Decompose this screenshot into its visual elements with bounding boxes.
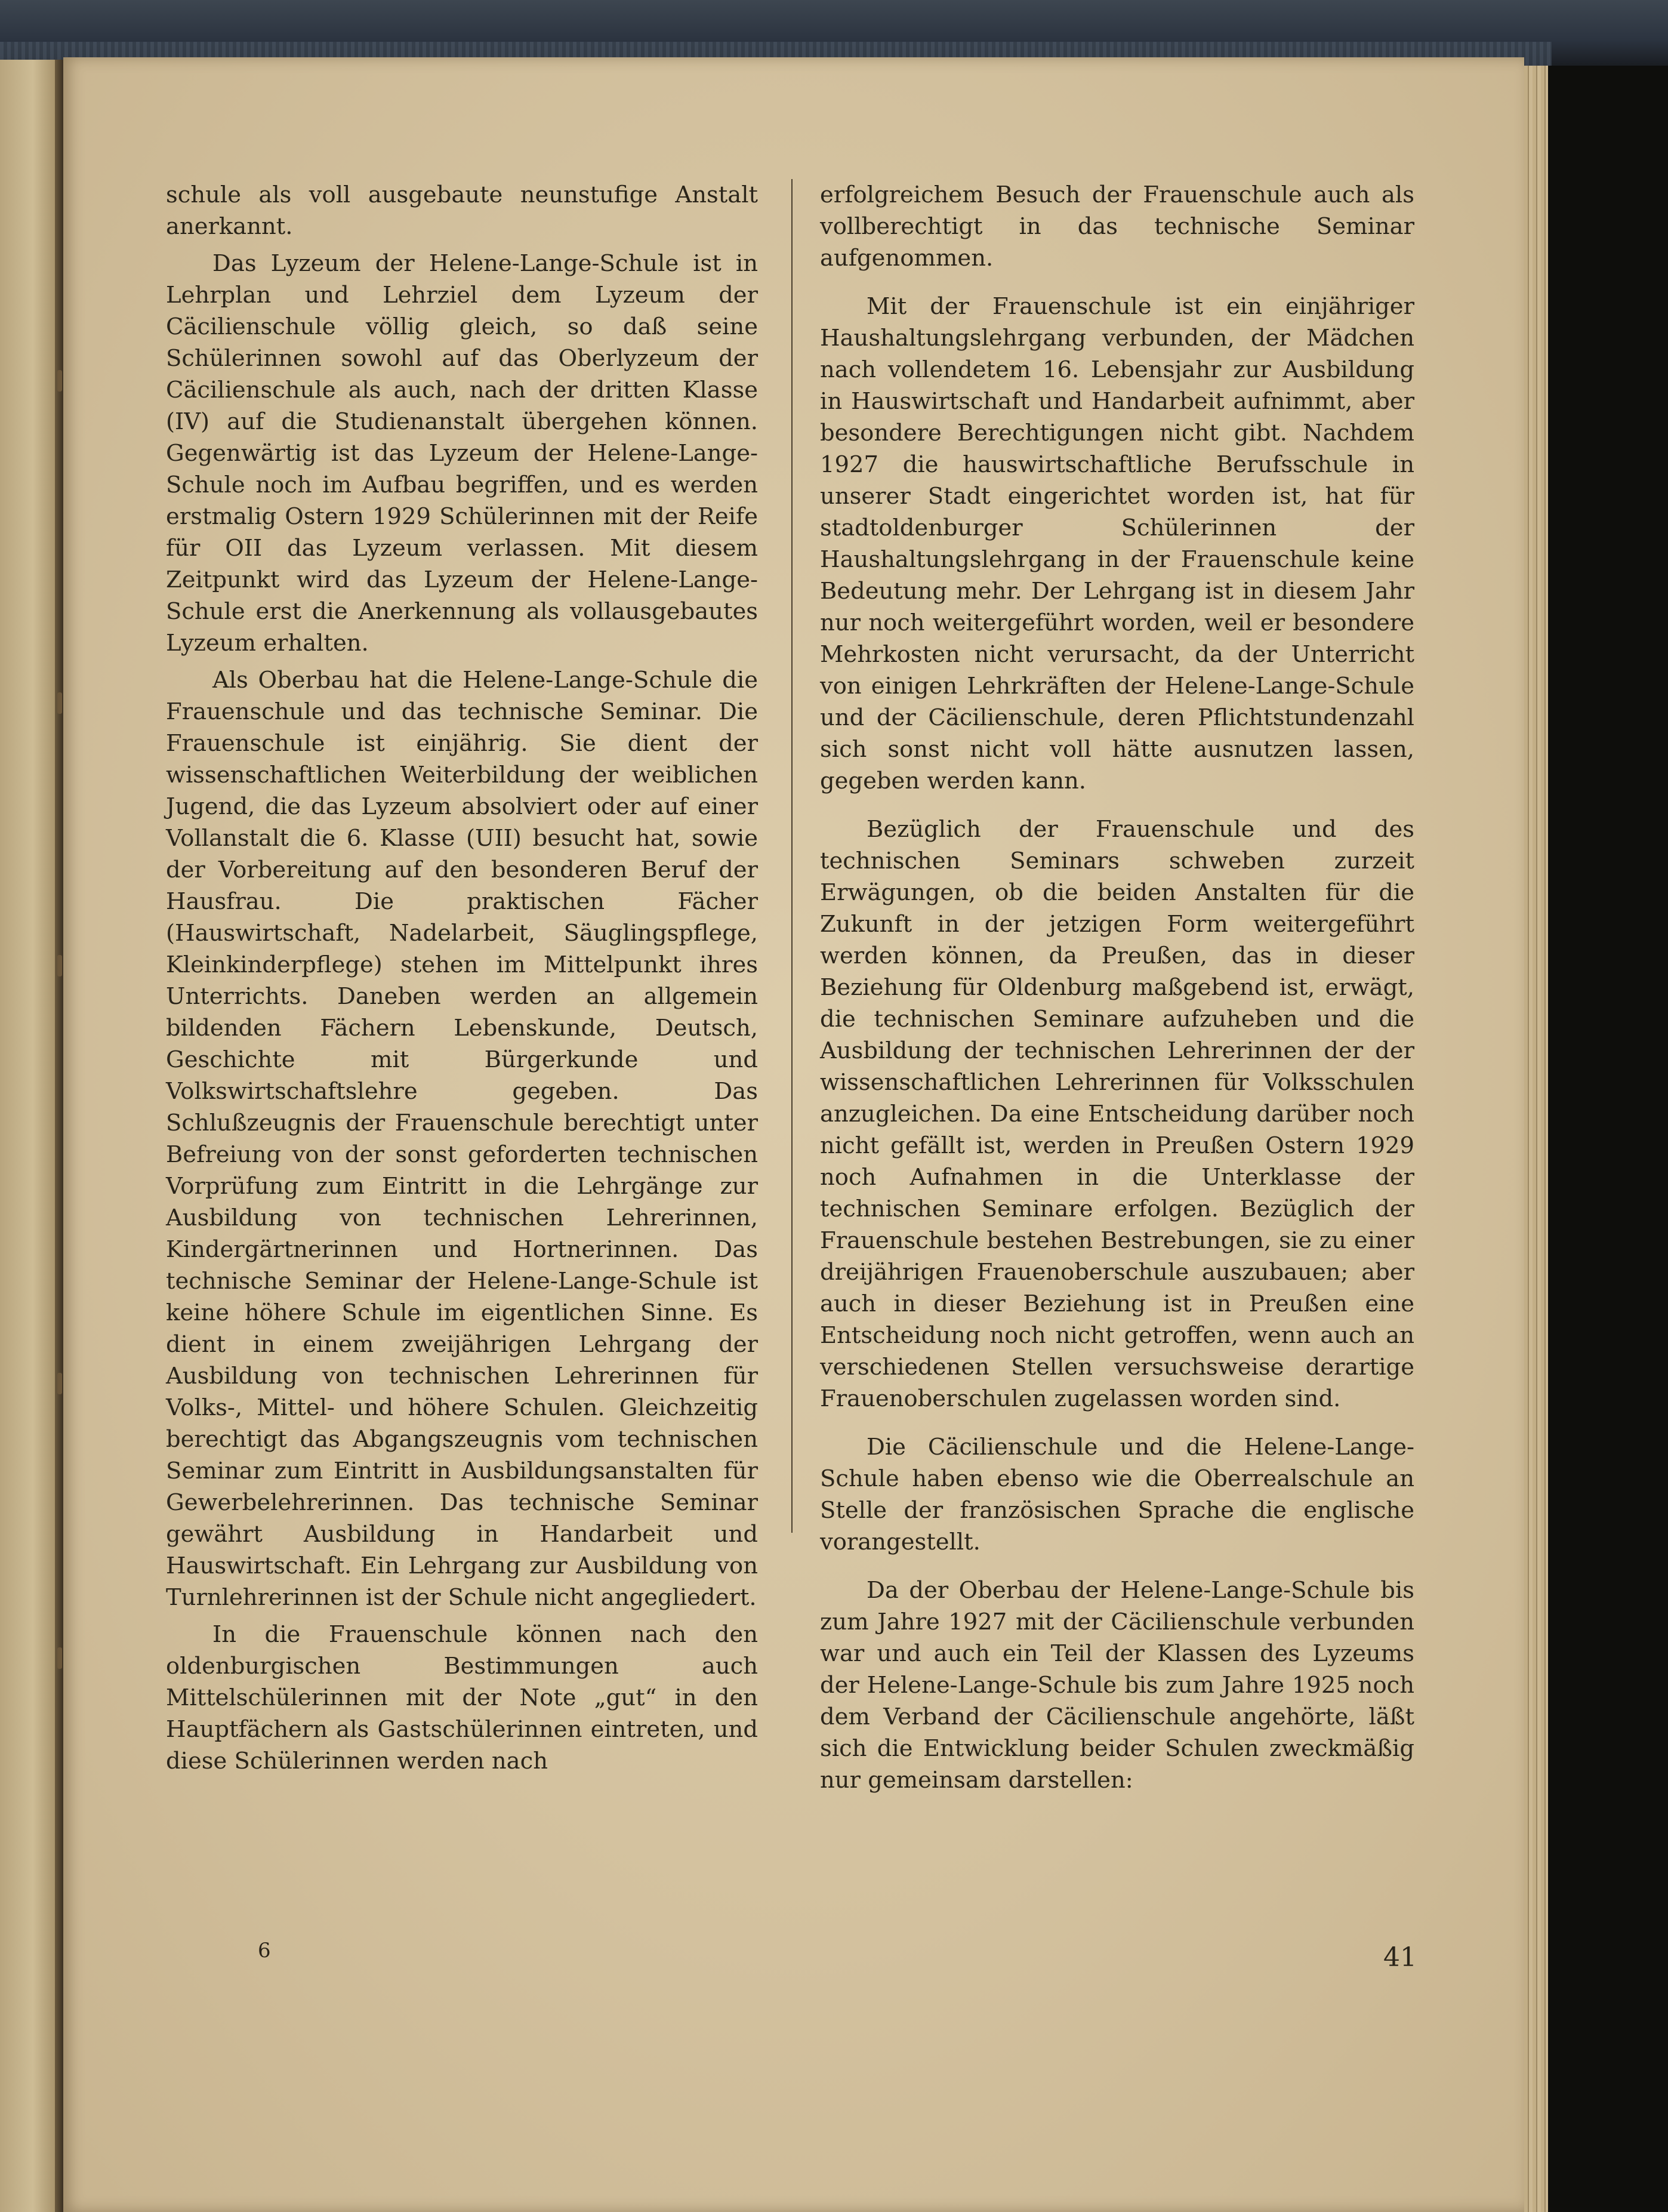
binding-stitch <box>57 1647 62 1669</box>
paragraph: schule als voll ausgebaute neunstufige Anstalt anerkannt. <box>166 181 758 240</box>
page-number: 41 <box>1383 1942 1417 1973</box>
binding-stitch <box>57 1373 62 1394</box>
column-divider <box>791 179 793 1533</box>
paragraph: Als Oberbau hat die Helene-Lange-Schule die Frauenschule und das technische Seminar. Die Frauenschule ist einjährig. Sie dient der wissenschaftlichen Weiterbildung der weiblichen Jugend, die das Lyzeum absolviert oder auf einer Vollanstalt die 6. Klasse (UII) besucht hat, sowie der Vorbereitung auf den besonderen Beruf der Hausfrau. Die praktischen Fächer (Hauswirtschaft, Nadelarbeit, Säuglingspflege, Kleinkinderpflege) stehen im Mittelpunkt ihres Unterrichts. Daneben werden an allgemein bildenden Fächern Lebenskunde, Deutsch, Geschichte mit Bürgerkunde und Volkswirtschaftslehre gegeben. Das Schlußzeugnis der Frauenschule berechtigt unter Befreiung von der sonst geforderten technischen Vorprüfung zum Eintritt in die Lehrgänge zur Ausbildung von technischen Lehrerinnen, Kindergärtnerinnen und Hortnerinnen. Das technische Seminar der Helene-Lange-Schule ist keine höhere Schule im eigentlichen Sinne. Es dient in einem zweijährigen Lehrgang der Ausbildung von technischen Lehrerinnen für Volks-, Mittel- und höhere Schulen. Gleichzeitig berechtigt das Abgangszeugnis vom technischen Seminar zum Eintritt in Ausbildungsanstalten für Gewerbelehrerinnen. Das technische Seminar gewährt Ausbildung in Handarbeit und Hauswirtschaft. Ein Lehrgang zur Ausbildung von Turnlehrerinnen ist der Schule nicht angegliedert. <box>166 667 758 1611</box>
paragraph: Die Cäcilienschule und die Helene-Lange-Schule haben ebenso wie die Oberrealschule an Stelle der französischen Sprache die englische vorangestellt. <box>820 1434 1414 1555</box>
paragraph: In die Frauenschule können nach den oldenburgischen Bestimmungen auch Mittelschülerinnen mit der Note „gut“ in den Hauptfächern als Gastschülerinnen eintreten, und diese Schülerinnen werden nach <box>166 1621 758 1774</box>
text-column-left <box>166 179 758 1782</box>
paragraph: Das Lyzeum der Helene-Lange-Schule ist in Lehrplan und Lehrziel dem Lyzeum der Cäcilienschule völlig gleich, so daß seine Schülerinnen sowohl auf das Oberlyzeum der Cäcilienschule als auch, nach der dritten Klasse (IV) auf die Studienanstalt übergehen können. Gegenwärtig ist das Lyzeum der Helene-Lange-Schule noch im Aufbau begriffen, und es werden erstmalig Ostern 1929 Schülerinnen mit der Reife für OII das Lyzeum verlassen. Mit diesem Zeitpunkt wird das Lyzeum der Helene-Lange-Schule erst die Anerkennung als vollausgebautes Lyzeum erhalten. <box>166 250 758 657</box>
binding-stitch <box>57 955 62 976</box>
binding-stitch <box>57 370 62 392</box>
paragraph: Da der Oberbau der Helene-Lange-Schule bis zum Jahre 1927 mit der Cäcilienschule verbunden war und auch ein Teil der Klassen des Lyzeums der Helene-Lange-Schule bis zum Jahre 1925 noch dem Verband der Cäcilienschule angehörte, läßt sich die Entwicklung beider Schulen zweckmäßig nur gemeinsam darstellen: <box>820 1577 1414 1794</box>
paragraph: Mit der Frauenschule ist ein einjähriger Haushaltungslehrgang verbunden, der Mädchen nach vollendetem 16. Lebensjahr zur Ausbildung in Hauswirtschaft und Handarbeit aufnimmt, aber besondere Berechtigungen nicht gibt. Nachdem 1927 die hauswirtschaftliche Berufsschule in unserer Stadt eingerichtet worden ist, hat für stadtoldenburger Schülerinnen der Haushaltungslehrgang in der Frauenschule keine Bedeutung mehr. Der Lehrgang ist in diesem Jahr nur noch weitergeführt worden, weil er besondere Mehrkosten nicht verursacht, da der Unterricht von einigen Lehrkräften der Helene-Lange-Schule und der Cäcilienschule, deren Pflichtstundenzahl sich sonst nicht voll hätte ausnutzen lassen, gegeben werden kann. <box>820 293 1414 794</box>
binding-stitch <box>57 692 62 714</box>
signature-mark: 6 <box>258 1939 271 1963</box>
text-column-right <box>820 179 1414 1801</box>
paragraph: erfolgreichem Besuch der Frauenschule auch als vollberechtigt in das technische Seminar aufgenommen. <box>820 181 1414 272</box>
paragraph: Bezüglich der Frauenschule und des technischen Seminars schweben zurzeit Erwägungen, ob die beiden Anstalten für die Zukunft in der jetzigen Form weitergeführt werden können, da Preußen, das in dieser Beziehung für Oldenburg maßgebend ist, erwägt, die technischen Seminare aufzuheben und die Ausbildung der technischen Lehrerinnen der der wissenschaftlichen Lehrerinnen für Volksschulen anzugleichen. Da eine Entscheidung darüber noch nicht gefällt ist, werden in Preußen Ostern 1929 noch Aufnahmen in die Unterklasse der technischen Seminare erfolgen. Bezüglich der Frauenschule bestehen Bestrebungen, sie zu einer dreijährigen Frauenoberschule auszubauen; aber auch in dieser Beziehung ist in Preußen eine Entscheidung noch nicht getroffen, wenn auch an verschiedenen Stellen versuchsweise derartige Frauenoberschulen zugelassen worden sind. <box>820 816 1414 1412</box>
page-block-edges <box>1524 66 1548 2212</box>
previous-page-edge <box>0 60 55 2212</box>
